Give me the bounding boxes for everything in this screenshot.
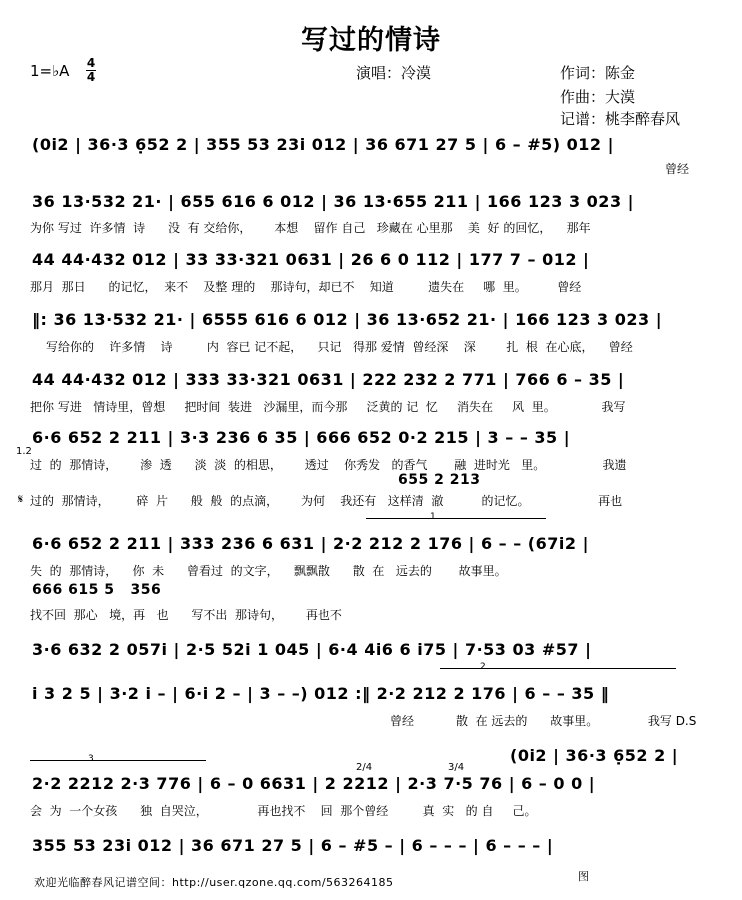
lyric-row: 过的 那情诗， 碎 片 般 般 的点滴， 为何 我还有 这样清 澈 的记忆。 再也	[30, 494, 623, 508]
volta-1: 1	[430, 512, 436, 522]
lyric-row: 失 的 那情诗， 你 未 曾看过 的文字， 飘飘散 散 在 远去的 故事里。	[30, 564, 507, 578]
lyric-row: 写给你的 许多情 诗 内 容已 记不起， 只记 得那 爱情 曾经深 深 扎 根 在心底， 曾经	[46, 340, 633, 354]
notation-row: i 3 2 5 | 3·2 i – | 6·i 2 – | 3 – –) 012 :‖ 2·2 212 2 176 | 6 – – 35 ‖	[32, 684, 610, 703]
notation-row: 3·6 632 2 057i | 2·5 52i 1 045 | 6·4 4i6 6 i75 | 7·53 03 #57 |	[32, 640, 592, 659]
lyricist-credit: 作词：陈金	[560, 64, 636, 82]
transcriber-credit: 记谱：桃李醉春风	[560, 110, 681, 128]
notation-row: 355 53 23i 012 | 36 671 27 5 | 6 – #5 – | 6 – – – | 6 – – – |	[32, 836, 554, 855]
lyric-row: 会 为 一个女孩 独 自哭泣， 再也找不 回 那个曾经 真 实 的 自 己。	[30, 804, 537, 818]
key-signature: 1=♭A	[30, 62, 70, 80]
notation-row: 44 44·432 012 | 33 33·321 0631 | 26 6 0 112 | 177 7 – 012 |	[32, 250, 590, 269]
segno-mark: 𝄋	[18, 492, 24, 506]
intro-repeat: (0i2 | 36·3 6̣52 2 |	[510, 746, 679, 765]
volta-line	[30, 760, 206, 761]
alt-notation: 666 615 5 356	[32, 582, 162, 598]
lyric-row: 曾经	[665, 162, 690, 176]
footer-note: 欢迎光临醉春风记谱空间：http://user.qzone.qq.com/563264185	[34, 876, 394, 889]
lyric-row: 为你 写过 许多情 诗 没 有 交给你， 本想 留作 自己 珍藏在 心里那 美 好 的回忆， 那年	[30, 221, 591, 235]
composer-credit: 作曲：大漠	[560, 88, 636, 106]
lyric-row: 找不回 那心 境，再 也 写不出 那诗句， 再也不	[30, 608, 342, 622]
volta-2: 2	[480, 662, 486, 672]
notation-row: 6·6 652 2 211 | 333 236 6 631 | 2·2 212 2 176 | 6 – – (67i2 |	[32, 534, 589, 553]
volta-3: 3	[88, 754, 94, 764]
notation-row: 6·6 652 2 211 | 3·3 236 6 35 | 666 652 0·2 215 | 3 – – 35 |	[32, 428, 571, 447]
time-signature	[86, 58, 96, 83]
volta-line	[440, 668, 676, 669]
time-signature-top: 4	[86, 56, 96, 70]
meter-change: 3/4	[448, 762, 465, 773]
notation-row: ‖: 36 13·532 21· | 6555 616 6 012 | 36 13·652 21· | 166 123 3 023 |	[32, 310, 663, 329]
singer-credit: 演唱：冷漠	[356, 64, 432, 82]
notation-row: 44 44·432 012 | 333 33·321 0631 | 222 232 2 771 | 766 6 – 35 |	[32, 370, 625, 389]
alt-notation: 655 2 213	[398, 472, 481, 488]
lyric-row: 曾经 散 在 远去的 故事里。 我写 D.S	[390, 714, 697, 728]
notation-row: (0i2 | 36·3 6̣52 2 | 355 53 23i 012 | 36 671 27 5 | 6 – #5) 012 |	[32, 135, 614, 154]
meter-change: 2/4	[356, 762, 373, 773]
lyric-row: 那月 那日 的记忆， 来不 及整 理的 那诗句，却已不 知道 遗失在 哪 里。 曾经	[30, 280, 582, 294]
lyric-row: 把你 写进 情诗里，曾想 把时间 装进 沙漏里，而今那 泛黄的 记 忆 消失在 风 里。 我写	[30, 400, 626, 414]
song-title: 写过的情诗	[301, 25, 441, 56]
time-signature-bottom: 4	[86, 70, 96, 84]
volta-line	[366, 518, 546, 519]
volta-1-2: 1.2	[16, 446, 32, 457]
figure-label: 图	[578, 870, 589, 883]
notation-row: 36 13·532 21· | 655 616 6 012 | 36 13·655 211 | 166 123 3 023 |	[32, 192, 634, 211]
notation-row: 2·2 2212 2·3 776 | 6 – 0 6631 | 2 2212 | 2·3 7·5 76 | 6 – 0 0 |	[32, 774, 596, 793]
lyric-row: 过 的 那情诗， 渗 透 淡 淡 的相思， 透过 你秀发 的香气 融 进时光 里。 我遗	[30, 458, 627, 472]
